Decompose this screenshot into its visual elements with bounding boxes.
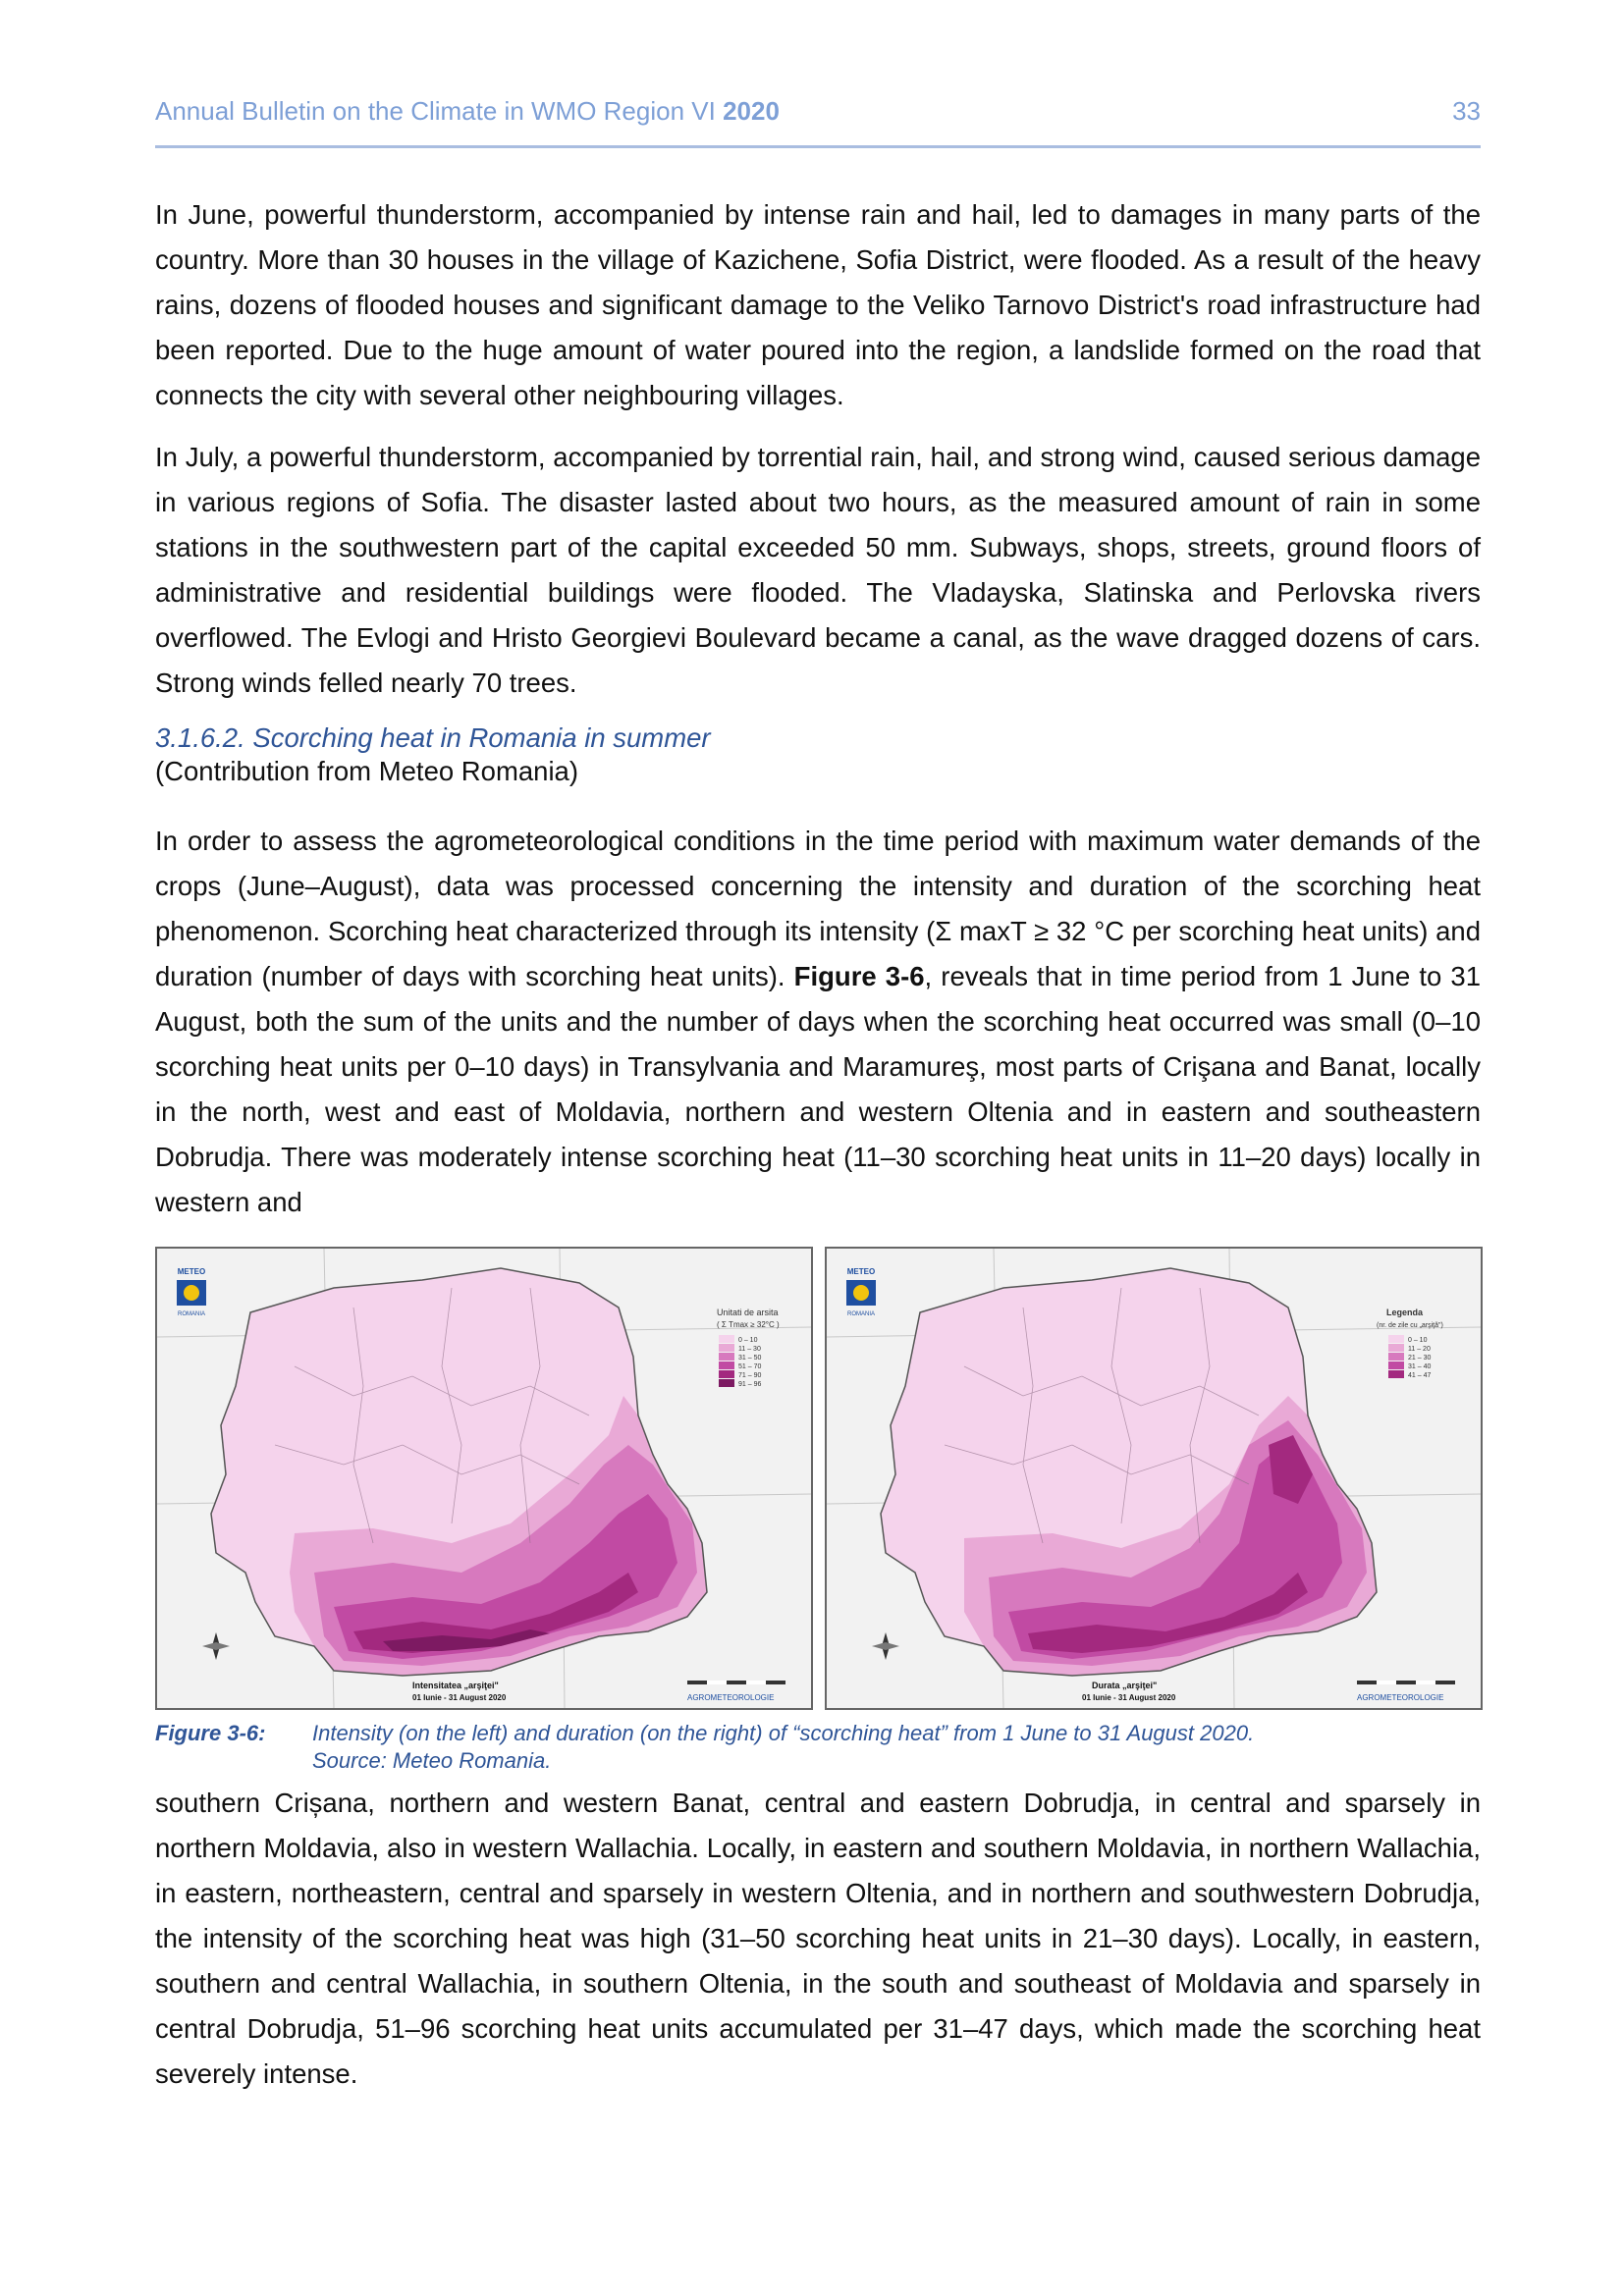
legend-swatch bbox=[719, 1353, 734, 1361]
legend-item: 0 – 10 bbox=[1408, 1337, 1428, 1344]
legend-swatch bbox=[719, 1344, 734, 1352]
scale-bar bbox=[687, 1681, 785, 1684]
scale-bar bbox=[1357, 1681, 1455, 1684]
map-footer: AGROMETEOROLOGIE bbox=[1357, 1693, 1444, 1702]
page-header bbox=[155, 96, 1481, 148]
legend-item: 51 – 70 bbox=[738, 1363, 762, 1370]
section-heading-block bbox=[155, 721, 711, 788]
legend-item: 21 – 30 bbox=[1408, 1355, 1432, 1362]
legend-item: 71 – 90 bbox=[738, 1372, 762, 1379]
running-title bbox=[155, 96, 780, 127]
logo-subtext: ROMANIA bbox=[846, 1311, 876, 1317]
section-heading: 3.1.6.2. Scorching heat in Romania in summer bbox=[155, 722, 711, 753]
legend-item: 91 – 96 bbox=[738, 1381, 762, 1388]
legend-item: 11 – 30 bbox=[738, 1346, 761, 1353]
caption-source: Source: Meteo Romania. bbox=[312, 1748, 552, 1773]
section-contribution: (Contribution from Meteo Romania) bbox=[155, 756, 579, 786]
legend-title: Unitati de arsita bbox=[717, 1308, 779, 1317]
legend-swatch bbox=[719, 1335, 734, 1343]
map-intensity bbox=[155, 1247, 813, 1710]
legend-title: Legenda bbox=[1386, 1308, 1424, 1317]
paragraph-scorching-heat bbox=[155, 819, 1481, 1225]
legend-swatch bbox=[1388, 1370, 1404, 1378]
paragraph-scorching-part1: In order to assess the agrometeorological conditions in the time period with maximum water demands of the crops (June–August), data was processed concerning the intensity and duration of the scorching heat phenomenon. Scorching heat characterized through its intensity (Σ maxT ≥ 32 °C per scorching heat units) and duration (number of days with scorching heat units). bbox=[155, 826, 1481, 991]
logo-text: METEO bbox=[846, 1267, 876, 1276]
running-title-text: Annual Bulletin on the Climate in WMO Region VI bbox=[155, 96, 716, 126]
legend-swatch bbox=[1388, 1335, 1404, 1343]
figure-reference: Figure 3-6 bbox=[793, 961, 925, 991]
map-footer: AGROMETEOROLOGIE bbox=[687, 1693, 775, 1702]
legend-swatch bbox=[719, 1379, 734, 1387]
legend-formula: (nr. de zile cu „arşiţă") bbox=[1377, 1322, 1443, 1329]
paragraph-july: In July, a powerful thunderstorm, accompanied by torrential rain, hail, and strong wind, caused serious damage in various regions of Sofia. The disaster lasted about two hours, as the measured amount of rain in some stations in the southwestern part of the capital exceeded 50 mm. Subways, shops, streets, ground floors of administrative and residential buildings were flooded. The Vladayska, Slatinska and Perlovska rivers overflowed. The Evlogi and Hristo Georgievi Boulevard became a canal, as the wave dragged dozens of cars. Strong winds felled nearly 70 trees. bbox=[155, 442, 1481, 698]
legend-item: 31 – 40 bbox=[1408, 1363, 1432, 1370]
map-duration-svg bbox=[827, 1249, 1481, 1708]
map-period: 01 Iunie - 31 August 2020 bbox=[1082, 1693, 1176, 1702]
logo-text: METEO bbox=[177, 1267, 206, 1276]
paragraph-june: In June, powerful thunderstorm, accompanied by intense rain and hail, led to damages in many parts of the country. More than 30 houses in the village of Kazichene, Sofia District, were flooded. As a result of the heavy rains, dozens of flooded houses and significant damage to the Veliko Tarnovo District's road infrastructure had been reported. Due to the huge amount of water poured into the region, a landslide formed on the road that connects the city with several other neighbouring villages. bbox=[155, 199, 1481, 410]
map-title: Intensitatea „arşiţei" bbox=[412, 1681, 499, 1690]
map-title: Durata „arşiţei" bbox=[1092, 1681, 1158, 1690]
running-title-year: 2020 bbox=[723, 96, 780, 126]
caption-text: Intensity (on the left) and duration (on the right) of “scorching heat” from 1 June to 31 August 2020. bbox=[312, 1721, 1255, 1745]
map-duration bbox=[825, 1247, 1483, 1710]
legend-swatch bbox=[719, 1362, 734, 1369]
legend-item: 31 – 50 bbox=[738, 1355, 762, 1362]
map-intensity-svg bbox=[157, 1249, 811, 1708]
legend-swatch bbox=[719, 1370, 734, 1378]
map-period: 01 Iunie - 31 August 2020 bbox=[412, 1693, 507, 1702]
legend-swatch bbox=[1388, 1344, 1404, 1352]
page-number: 33 bbox=[1452, 96, 1481, 126]
legend-item: 11 – 20 bbox=[1408, 1346, 1431, 1353]
legend-swatch bbox=[1388, 1362, 1404, 1369]
legend-swatch bbox=[1388, 1353, 1404, 1361]
legend-formula: ( Σ Tmax ≥ 32°C ) bbox=[717, 1320, 780, 1329]
paragraph-scorching-part2: , reveals that in time period from 1 June to 31 August, both the sum of the units and the number of days when the scorching heat occurred was small (0–10 scorching heat units per 0–10 days) in Transylvania and Maramureş, most parts of Crişana and Banat, locally in the north, west and east of Moldavia, northern and western Oltenia and in eastern and southeastern Dobrudja. There was moderately intense scorching heat (11–30 scorching heat units in 11–20 days) locally in western and bbox=[155, 961, 1481, 1217]
legend-item: 0 – 10 bbox=[738, 1337, 758, 1344]
logo-subtext: ROMANIA bbox=[177, 1311, 206, 1317]
paragraph-continuation: southern Crișana, northern and western Banat, central and eastern Dobrudja, in central and sparsely in northern Moldavia, also in western Wallachia. Locally, in eastern and southern Moldavia, in northern Wallachia, in eastern, northeastern, central and sparsely in western Oltenia, and in northern and southwestern Dobrudja, the intensity of the scorching heat was high (31–50 scorching heat units in 21–30 days). Locally, in eastern, southern and central Wallachia, in southern Oltenia, in the south and southeast of Moldavia and sparsely in central Dobrudja, 51–96 scorching heat units accumulated per 31–47 days, which made the scorching heat severely intense. bbox=[155, 1788, 1481, 2089]
caption-label: Figure 3-6: bbox=[155, 1721, 266, 1745]
legend-item: 41 – 47 bbox=[1408, 1372, 1432, 1379]
